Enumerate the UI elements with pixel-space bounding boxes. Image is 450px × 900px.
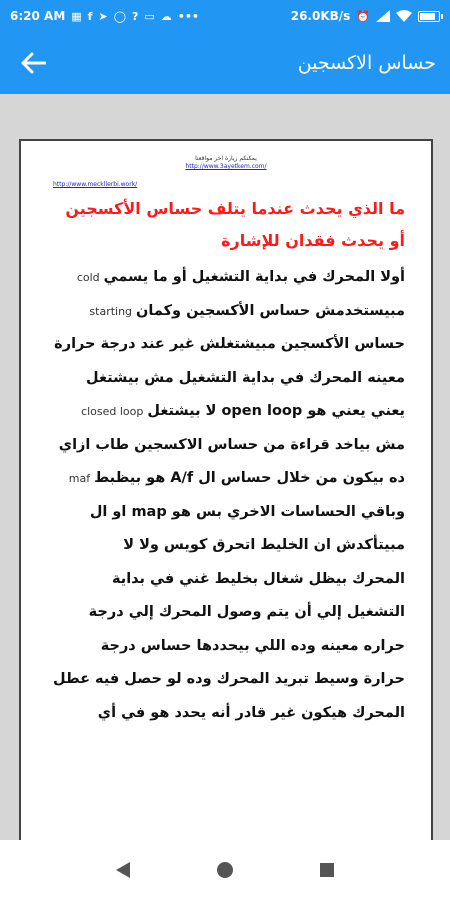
alarm-icon: ⏰ <box>356 9 370 23</box>
status-time: 6:20 AM <box>10 9 66 23</box>
body-line-arabic: حرارة وسيط تبريد المحرك وده لو حصل فيه عطل <box>53 671 405 687</box>
section-title: ما الذي يحدث عندما يتلف حساس الأكسجين أو يحدث فقدان للإشارة <box>65 199 405 250</box>
body-line-arabic: أولا المحرك في بداية التشغيل أو ما يسمي <box>103 269 405 285</box>
app-bar <box>0 32 450 94</box>
body-line <box>37 429 405 463</box>
body-line-arabic: ده بيكون من خلال حساس ال A/f هو بيظبط <box>94 470 405 486</box>
wifi-icon <box>396 10 412 22</box>
facebook-icon: f <box>87 9 93 23</box>
body-line-arabic: معينه المحرك في بداية التشغيل مش بيشتغل <box>86 369 405 386</box>
left-link[interactable]: http://www.meckllerbi.work/ <box>53 181 138 188</box>
body-line-arabic: حراره معينه وده اللي بيحددها حساس درجة <box>100 637 405 654</box>
body-line <box>37 295 405 329</box>
body-line-arabic: مبيستخدمش حساس الأكسجين وكمان <box>136 302 405 319</box>
body-line <box>37 697 405 731</box>
body-line <box>37 596 405 630</box>
body-line-english: starting <box>89 304 133 318</box>
body-line <box>37 462 405 496</box>
navigation-bar <box>0 840 450 900</box>
body-line-arabic: المحرك بيظل شغال بخليط غني في بداية <box>111 570 405 587</box>
body-text <box>37 261 405 730</box>
body-line-arabic: مش بياخد قراءة من حساس الاكسجين طاب ازاي <box>58 436 405 453</box>
telegram-icon: ➤ <box>98 9 108 23</box>
status-right <box>291 9 440 23</box>
question-icon: ? <box>132 9 139 23</box>
body-line-arabic: التشغيل إلي أن يتم وصول المحرك إلي درجة <box>88 604 405 620</box>
battery-icon <box>418 11 440 22</box>
body-line <box>37 563 405 597</box>
network-speed: 26.0KB/s <box>290 9 351 23</box>
status-left <box>10 9 199 23</box>
arrow-left-icon[interactable] <box>18 48 48 78</box>
status-bar <box>0 0 450 32</box>
body-line <box>37 328 405 362</box>
signal-icon <box>376 10 390 22</box>
body-line <box>37 630 405 664</box>
body-line <box>37 395 405 429</box>
whatsapp-icon: ◯ <box>113 9 126 23</box>
ad-icon: ▭ <box>144 9 155 23</box>
body-line-arabic: المحرك هيكون غير قادر أنه يحدد هو في أي <box>97 704 405 721</box>
header-link[interactable]: http://www.3ayetkem.com/ <box>185 163 267 170</box>
body-line-arabic: مبيتأكدش ان الخليط اتحرق كويس ولا لا <box>123 537 405 553</box>
body-line <box>37 496 405 530</box>
page-header <box>21 155 431 171</box>
body-line-english: maf <box>68 472 91 485</box>
calendar-icon: ▦ <box>71 9 82 23</box>
body-line <box>37 362 405 396</box>
more-dots-icon: ••• <box>177 9 199 23</box>
body-line <box>37 663 405 697</box>
square-recents-icon[interactable] <box>315 858 339 882</box>
app-title: حساس الاكسجين <box>297 52 436 74</box>
body-line-arabic: حساس الأكسجين مبيشتغلش غير عند درجة حرارة <box>54 336 405 352</box>
body-line-english: cold <box>76 271 100 284</box>
circle-home-icon[interactable] <box>213 858 237 882</box>
pdf-viewer[interactable] <box>0 94 450 840</box>
header-text: يمكنكم زيارة اخر مواقعنا <box>195 155 257 162</box>
body-line <box>37 529 405 563</box>
body-line-arabic: يعني يعني هو open loop لا بيشتغل <box>147 403 405 419</box>
triangle-back-icon[interactable] <box>111 858 135 882</box>
document-page <box>19 139 433 891</box>
cloud-icon: ☁ <box>160 9 172 23</box>
body-line-english: closed loop <box>81 405 144 418</box>
body-line <box>37 261 405 295</box>
body-line-arabic: وباقي الحساسات الاخري بس هو map او ال <box>89 503 405 520</box>
